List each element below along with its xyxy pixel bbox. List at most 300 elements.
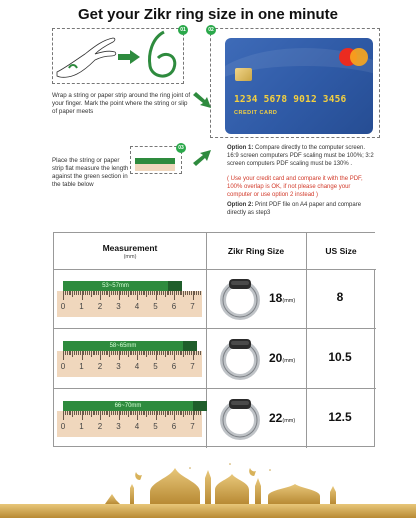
ruler-tick: [70, 291, 71, 295]
ruler-tick: [78, 291, 79, 295]
ruler-tick: [94, 351, 95, 355]
ruler-number: 0: [60, 302, 66, 311]
ruler-tick: [115, 291, 116, 295]
ruler-tick: [196, 291, 197, 295]
ruler-tick: [82, 291, 83, 300]
ruler-tick: [102, 351, 103, 355]
hand-illustration: [55, 32, 120, 80]
option1-block: [227, 144, 377, 168]
ruler-tick: [113, 411, 114, 415]
ruler-tick: [70, 351, 71, 355]
ruler-tick: [111, 351, 112, 355]
ruler-tick: [198, 411, 199, 415]
ruler-tick: [119, 411, 120, 420]
ruler-tick: [198, 351, 199, 355]
ruler-tick: [156, 411, 157, 420]
ruler-tick: [76, 291, 77, 295]
ruler-tick: [161, 291, 162, 295]
ruler-tick: [76, 351, 77, 355]
ruler-tick: [161, 411, 162, 415]
ruler-tick: [139, 351, 140, 355]
ruler-tick: [126, 351, 127, 355]
ruler-tick: [72, 291, 73, 297]
ruler-tick: [83, 411, 84, 415]
step1-badge: 01: [178, 25, 188, 35]
ruler-tick: [143, 351, 144, 355]
green-arrow-right-icon: [118, 50, 140, 64]
ruler-tick: [119, 291, 120, 300]
ruler-tick: [133, 351, 134, 355]
ruler-tick: [176, 411, 177, 415]
zikr-ring-icon: [218, 396, 262, 440]
ruler-tick: [109, 351, 110, 357]
ruler-tick: [74, 291, 75, 295]
ruler-tick: [150, 291, 151, 295]
ruler-tick: [139, 291, 140, 295]
ruler-tick: [89, 411, 90, 415]
ruler-tick: [176, 351, 177, 355]
ruler-tick: [106, 411, 107, 415]
header-zikr-size: [206, 233, 306, 269]
ruler-tick: [107, 291, 108, 295]
ruler-tick: [198, 291, 199, 295]
ruler-tick: [159, 291, 160, 295]
ruler-tick: [176, 291, 177, 295]
ruler-tick: [130, 411, 131, 415]
ruler-number: 3: [116, 302, 121, 311]
ruler-number: 2: [97, 422, 103, 431]
ruler-number: 0: [60, 362, 66, 371]
ruler-tick: [98, 411, 99, 415]
ruler-tick: [94, 411, 95, 415]
ruler-tick: [181, 351, 182, 355]
zikr-size-unit: (mm): [282, 358, 296, 364]
ruler-tick: [65, 351, 66, 355]
ruler-number: 3: [116, 422, 121, 431]
ruler-tick: [172, 351, 173, 355]
ruler-tick: [78, 351, 79, 355]
ruler-tick: [107, 411, 108, 415]
ruler-tick: [154, 411, 155, 415]
ruler-tick: [178, 291, 179, 295]
ruler-tick: [63, 291, 64, 300]
option1-note: ( Use your credit card and compare it with the PDF, 100% overlap is OK, if not please change your computer or use option 2 instead ): [227, 176, 363, 198]
zikr-ring-icon: [218, 276, 262, 320]
ruler-tick: [104, 411, 105, 415]
ruler-tick: [83, 351, 84, 355]
ruler-number: 1: [79, 422, 84, 431]
measurement-range-bar: 58~65mm: [63, 341, 183, 351]
ruler-tick: [117, 411, 118, 415]
ruler-tick: [178, 351, 179, 355]
zikr-size-value: [269, 411, 295, 425]
ruler-tick: [100, 411, 101, 420]
ruler-tick: [168, 291, 169, 295]
ruler-tick: [143, 291, 144, 295]
ruler-tick: [146, 351, 147, 357]
ruler-tick: [196, 411, 197, 415]
ruler-tick: [193, 291, 194, 300]
page-title: Get your Zikr ring size in one minute: [77, 6, 339, 23]
ruler-number: 5: [153, 362, 158, 371]
measurement-ruler: [57, 283, 202, 317]
ruler-tick: [63, 411, 64, 420]
ruler-tick: [194, 291, 195, 295]
ruler-number: 5: [153, 302, 158, 311]
measurement-range-bar-end: [168, 281, 182, 291]
ruler-tick: [154, 291, 155, 295]
ruler-tick: [120, 411, 121, 415]
ruler-tick: [156, 291, 157, 300]
card-logo-yellow-circle: [350, 48, 368, 66]
measurement-range-bar-end: [183, 341, 197, 351]
ruler-tick: [82, 411, 83, 420]
string-loop-illustration: [144, 30, 180, 82]
ruler-tick: [174, 351, 175, 360]
ruler-tick: [96, 291, 97, 295]
ruler-tick: [144, 291, 145, 295]
ruler-tick: [170, 411, 171, 415]
zikr-size-value: [269, 351, 295, 365]
ruler-tick: [141, 411, 142, 415]
option2-block: [227, 201, 377, 217]
measurement-range-bar: 53~57mm: [63, 281, 168, 291]
ruler-tick: [141, 351, 142, 355]
zikr-size-number: 20: [269, 351, 283, 365]
ruler-tick: [146, 411, 147, 417]
table-divider: [54, 269, 376, 270]
ruler-number: 7: [190, 302, 195, 311]
ruler-tick: [150, 351, 151, 355]
mosque-skyline-illustration: [0, 458, 416, 518]
ruler-tick: [106, 351, 107, 355]
option1-text: Compare directly to the computer screen. 16:9 screen computers PDF scaling must be 100%; 3:2 screen computers PDF scaling must be 130% .: [227, 145, 374, 167]
ruler-tick: [157, 351, 158, 355]
card-number: 1234 5678 9012 3456: [234, 94, 347, 105]
ruler-number: 6: [171, 302, 177, 311]
option2-text: Print PDF file on A4 paper and compare directly as step3: [227, 202, 362, 216]
ruler-tick: [113, 351, 114, 355]
ruler-tick: [170, 291, 171, 295]
ruler-tick: [69, 291, 70, 295]
ruler-tick: [135, 291, 136, 295]
ruler-tick: [200, 411, 201, 415]
ruler-tick: [87, 351, 88, 355]
ruler-tick: [152, 351, 153, 355]
ruler-tick: [120, 351, 121, 355]
table-divider: [54, 388, 376, 389]
ruler-tick: [67, 351, 68, 355]
ruler-tick: [87, 411, 88, 415]
ruler-tick: [82, 351, 83, 360]
zikr-ring-icon: [218, 336, 262, 380]
ruler-tick: [180, 291, 181, 295]
ruler-tick: [196, 351, 197, 355]
ruler-tick: [135, 411, 136, 415]
ruler-tick: [183, 411, 184, 417]
ruler-tick: [144, 351, 145, 355]
ruler-tick: [128, 351, 129, 357]
ruler-tick: [165, 411, 166, 417]
card-chip-icon: [235, 68, 252, 81]
ruler-tick: [152, 291, 153, 295]
ruler-tick: [183, 291, 184, 297]
ruler-tick: [150, 411, 151, 415]
ruler-tick: [115, 351, 116, 355]
ruler-tick: [72, 351, 73, 357]
ruler-tick: [133, 411, 134, 415]
ruler-tick: [178, 411, 179, 415]
ruler-tick: [126, 291, 127, 295]
zikr-size-unit: (mm): [282, 298, 296, 304]
ruler-tick: [67, 291, 68, 295]
ruler-tick: [193, 411, 194, 420]
ruler-tick: [120, 291, 121, 295]
ruler-tick: [98, 351, 99, 355]
ruler-tick: [93, 411, 94, 415]
ruler-tick: [159, 411, 160, 415]
ruler-tick: [137, 411, 138, 420]
ruler-tick: [143, 411, 144, 415]
ruler-tick: [191, 351, 192, 355]
ruler-tick: [67, 411, 68, 415]
header-measurement-label: Measurement: [102, 242, 158, 253]
ruler-tick: [93, 351, 94, 355]
ruler-tick: [135, 351, 136, 355]
ruler-tick: [172, 291, 173, 295]
measurement-ruler: [57, 403, 202, 437]
ruler-tick: [161, 351, 162, 355]
ruler-tick: [83, 291, 84, 295]
ruler-tick: [189, 351, 190, 355]
ruler-tick: [191, 411, 192, 415]
ruler-tick: [106, 291, 107, 295]
header-us-size: [306, 233, 376, 269]
ruler-number: 2: [97, 302, 103, 311]
ruler-tick: [117, 351, 118, 355]
ruler-number: 2: [97, 362, 103, 371]
header-zikr-label: Zikr Ring Size: [227, 246, 285, 256]
ruler-tick: [163, 291, 164, 295]
table-divider: [54, 328, 376, 329]
ruler-tick: [109, 291, 110, 297]
ruler-tick: [180, 411, 181, 415]
ruler-tick: [70, 411, 71, 415]
ruler-tick: [96, 411, 97, 415]
ruler-number: 1: [79, 362, 84, 371]
step3-badge: 03: [176, 143, 186, 153]
ruler-tick: [174, 291, 175, 300]
ruler-tick: [165, 351, 166, 357]
ruler-tick: [65, 411, 66, 415]
ruler-tick: [104, 351, 105, 355]
ruler-tick: [128, 291, 129, 297]
ruler-tick: [144, 411, 145, 415]
ruler-tick: [89, 291, 90, 295]
header-measurement-unit: (mm): [123, 253, 137, 260]
ruler-number: 4: [134, 422, 140, 431]
ruler-number: 0: [60, 422, 66, 431]
ruler-tick: [93, 291, 94, 295]
ruler-tick: [185, 411, 186, 415]
ruler-tick: [124, 411, 125, 415]
ruler-tick: [91, 351, 92, 357]
ruler-tick: [185, 351, 186, 355]
ruler-tick: [102, 291, 103, 295]
ruler-tick: [85, 351, 86, 355]
ruler-tick: [133, 291, 134, 295]
ruler-tick: [130, 291, 131, 295]
ruler-tick: [124, 351, 125, 355]
ruler-number: 4: [134, 362, 140, 371]
ruler-number: 7: [190, 362, 195, 371]
ruler-tick: [74, 351, 75, 355]
ruler-tick: [63, 351, 64, 360]
ruler-tick: [181, 411, 182, 415]
ruler-tick: [96, 351, 97, 355]
table-divider: [206, 233, 207, 448]
ruler-tick: [111, 411, 112, 415]
ruler-tick: [85, 411, 86, 415]
ruler-tick: [185, 291, 186, 295]
ruler-tick: [122, 291, 123, 295]
ruler-tick: [100, 351, 101, 360]
ruler-tick: [80, 351, 81, 355]
measurement-range-bar-end: [193, 401, 207, 411]
ruler-tick: [80, 291, 81, 295]
ruler-tick: [91, 291, 92, 297]
ruler-tick: [189, 291, 190, 295]
zikr-size-value: [269, 291, 295, 305]
ruler-tick: [104, 291, 105, 295]
option1-label: Option 1:: [227, 145, 254, 151]
header-measurement: [54, 233, 206, 269]
zikr-size-number: 22: [269, 411, 283, 425]
ruler-tick: [126, 411, 127, 415]
ruler-number: 6: [171, 362, 177, 371]
ruler-tick: [98, 291, 99, 295]
diagonal-arrow-up-icon: [193, 150, 211, 166]
step3-text: Place the string or paper strip flat measure the length against the green section in the table below: [52, 157, 129, 188]
ruler-tick: [180, 351, 181, 355]
ruler-tick: [139, 411, 140, 415]
ruler-tick: [107, 351, 108, 355]
measurement-range-bar: 66~70mm: [63, 401, 193, 411]
ruler-number: 6: [171, 422, 177, 431]
ruler-tick: [148, 351, 149, 355]
ruler-tick: [187, 291, 188, 295]
ruler-tick: [87, 291, 88, 295]
ruler-tick: [128, 411, 129, 417]
ruler-number: 7: [190, 422, 195, 431]
ruler-tick: [94, 291, 95, 295]
step1-text: Wrap a string or paper strip around the ring joint of your finger. Mark the point where the string or slip of paper meets: [52, 92, 191, 115]
ruler-tick: [200, 351, 201, 355]
ruler-tick: [131, 351, 132, 355]
ruler-tick: [137, 291, 138, 300]
ruler-tick: [91, 411, 92, 417]
ruler-tick: [172, 411, 173, 415]
ruler-tick: [131, 411, 132, 415]
ruler-tick: [152, 411, 153, 415]
ruler-tick: [80, 411, 81, 415]
ruler-tick: [167, 351, 168, 355]
ruler-number: 4: [134, 302, 140, 311]
ruler-tick: [194, 351, 195, 355]
ruler-tick: [148, 291, 149, 295]
step2-badge: 02: [206, 25, 216, 35]
ruler-tick: [122, 411, 123, 415]
ruler-tick: [130, 351, 131, 355]
ruler-tick: [163, 411, 164, 415]
ruler-tick: [165, 291, 166, 297]
step3-mini-ruler: [135, 164, 175, 171]
ruler-tick: [111, 291, 112, 295]
ruler-tick: [117, 291, 118, 295]
ruler-tick: [69, 351, 70, 355]
ruler-tick: [187, 351, 188, 355]
ruler-tick: [100, 291, 101, 300]
us-size-value: 10.5: [328, 350, 352, 364]
ruler-tick: [72, 411, 73, 417]
ruler-tick: [148, 411, 149, 415]
ruler-number: 5: [153, 422, 158, 431]
ruler-tick: [119, 351, 120, 360]
ruler-number: 3: [116, 362, 121, 371]
diagonal-arrow-down-icon: [193, 92, 211, 108]
us-size-value: 12.5: [328, 410, 352, 424]
ruler-tick: [65, 291, 66, 295]
ruler-tick: [141, 291, 142, 295]
measurement-ruler: [57, 343, 202, 377]
ruler-tick: [193, 351, 194, 360]
ruler-tick: [200, 291, 201, 295]
ruler-tick: [168, 411, 169, 415]
ruler-tick: [89, 351, 90, 355]
ruler-tick: [154, 351, 155, 355]
ruler-tick: [174, 411, 175, 420]
ruler-tick: [76, 411, 77, 415]
ruler-tick: [187, 411, 188, 415]
ruler-tick: [137, 351, 138, 360]
ruler-tick: [194, 411, 195, 415]
ruler-tick: [69, 411, 70, 415]
ruler-tick: [131, 291, 132, 295]
ruler-tick: [74, 411, 75, 415]
zikr-size-number: 18: [269, 291, 283, 305]
ruler-tick: [191, 291, 192, 295]
header-us-label: US Size: [325, 246, 357, 256]
ruler-tick: [102, 411, 103, 415]
ruler-tick: [124, 291, 125, 295]
ruler-tick: [157, 411, 158, 415]
ruler-tick: [85, 291, 86, 295]
ruler-tick: [159, 351, 160, 355]
zikr-size-unit: (mm): [282, 418, 296, 424]
ruler-tick: [181, 291, 182, 295]
option2-label: Option 2:: [227, 202, 254, 208]
card-label: CREDIT CARD: [234, 110, 278, 116]
ruler-tick: [109, 411, 110, 417]
ruler-tick: [168, 351, 169, 355]
ruler-tick: [167, 411, 168, 415]
ruler-tick: [163, 351, 164, 355]
ruler-tick: [157, 291, 158, 295]
ruler-tick: [115, 411, 116, 415]
ruler-number: 1: [79, 302, 84, 311]
ruler-tick: [189, 411, 190, 415]
ruler-tick: [170, 351, 171, 355]
